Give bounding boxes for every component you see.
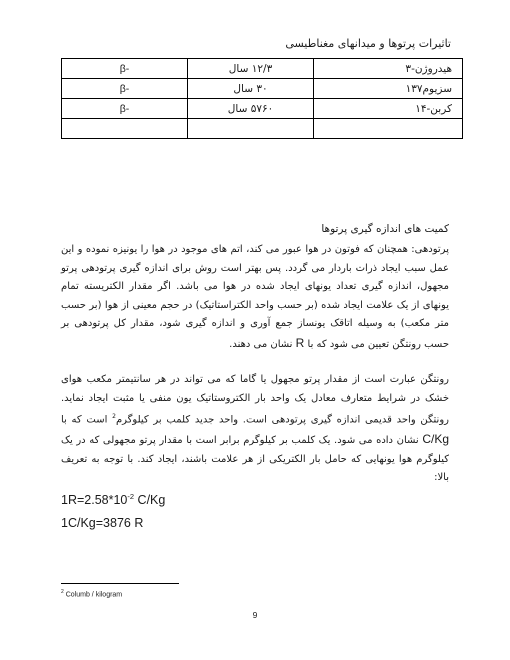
half-life-cell: ۱۲/۳ سال xyxy=(188,59,314,79)
footnote-divider xyxy=(61,583,179,584)
paragraph-text: نشان داده می شود. یک کلمب بر کیلوگرم برابر است با مقدار پرتو مجهولی که در یک کیلوگرم هوا یونهایی که حامل بار الکتریکی از هر علامت باشند، ایجاد کند. با توجه به تعریف بالا: xyxy=(61,435,449,484)
decay-type-cell: β- xyxy=(62,59,188,79)
unit-symbol: R xyxy=(295,335,305,350)
equation-roentgen xyxy=(61,492,165,507)
footnote-number: 2 xyxy=(61,589,64,595)
half-life-cell: ۵۷۶۰ سال xyxy=(188,99,314,119)
isotope-table xyxy=(61,58,463,139)
footnote-text: Columb / kilogram xyxy=(65,591,123,599)
table-row-empty xyxy=(62,119,463,139)
page-header-title: تاثیرات پرتوها و میدانهای مغناطیسی xyxy=(285,37,451,50)
section-heading: کمیت های اندازه گیری پرتوها xyxy=(321,223,449,235)
equation-base: 1R=2.58*10 xyxy=(61,493,128,508)
half-life-cell: ۳۰ سال xyxy=(188,79,314,99)
isotope-name-cell: سزیوم۱۳۷ xyxy=(314,79,463,99)
decay-type-cell: β- xyxy=(62,99,188,119)
footnote-reference: 2 xyxy=(112,413,116,421)
table-row xyxy=(62,59,463,79)
half-life-cell xyxy=(188,119,314,139)
paragraph-roentgen xyxy=(61,371,449,488)
unit-symbol: C/Kg xyxy=(422,432,449,447)
isotope-name-cell: هیدروژن-۳ xyxy=(314,59,463,79)
table-row xyxy=(62,99,463,119)
paragraph-exposure xyxy=(61,241,449,355)
equation-coulomb: 1C/Kg=3876 R xyxy=(61,516,144,530)
paragraph-text: پرتودهی: همچنان که فوتون در هوا عبور می کند، اتم های موجود در هوا را یونیزه نموده و این عمل سبب ایجاد ذرات باردار می گردد. پس بهتر است روش برای اندازه گیری پرتودهی پرتو مجهول، اندازه گیری تعداد یونهای ایجاد شده در هوا می باشد. اگر مقدار الکتریسته تمام یونهای از یک علامت ایجاد شده (بر حسب واحد الکتراستاتیک) در حجم معینی از هوا (بر حسب متر مکعب) به وسیله اتاقک یونساز جمع آوری و اندازه گیری شود، مقدار کل پرتودهی بر حسب رونتگن تعیین می شود که با xyxy=(61,244,449,350)
equation-unit: C/Kg xyxy=(134,493,166,508)
paragraph-text: نشان می دهند. xyxy=(229,338,293,350)
footnote xyxy=(61,589,122,598)
decay-type-cell xyxy=(62,119,188,139)
equation-exponent: -2 xyxy=(127,492,135,501)
decay-type-cell: β- xyxy=(62,79,188,99)
isotope-name-cell xyxy=(314,119,463,139)
paragraph-text: رونتگن عبارت است از مقدار پرتو مجهول یا گاما که می تواند در هر سانتیمتر مکعب هوای خشک در شرایط متعارف معادل یک واحد بار الکتروستاتیک یون منفی یا مثبت ایجاد نماید. رونتگن واحد قدیمی اندازه گیری پرتودهی است. واحد جدید کلمب بر کیلوگرم xyxy=(61,374,449,426)
table-row xyxy=(62,79,463,99)
paragraph-text: است که با xyxy=(61,414,108,426)
page-number: 9 xyxy=(252,610,258,620)
isotope-name-cell: کربن-۱۴ xyxy=(314,99,463,119)
